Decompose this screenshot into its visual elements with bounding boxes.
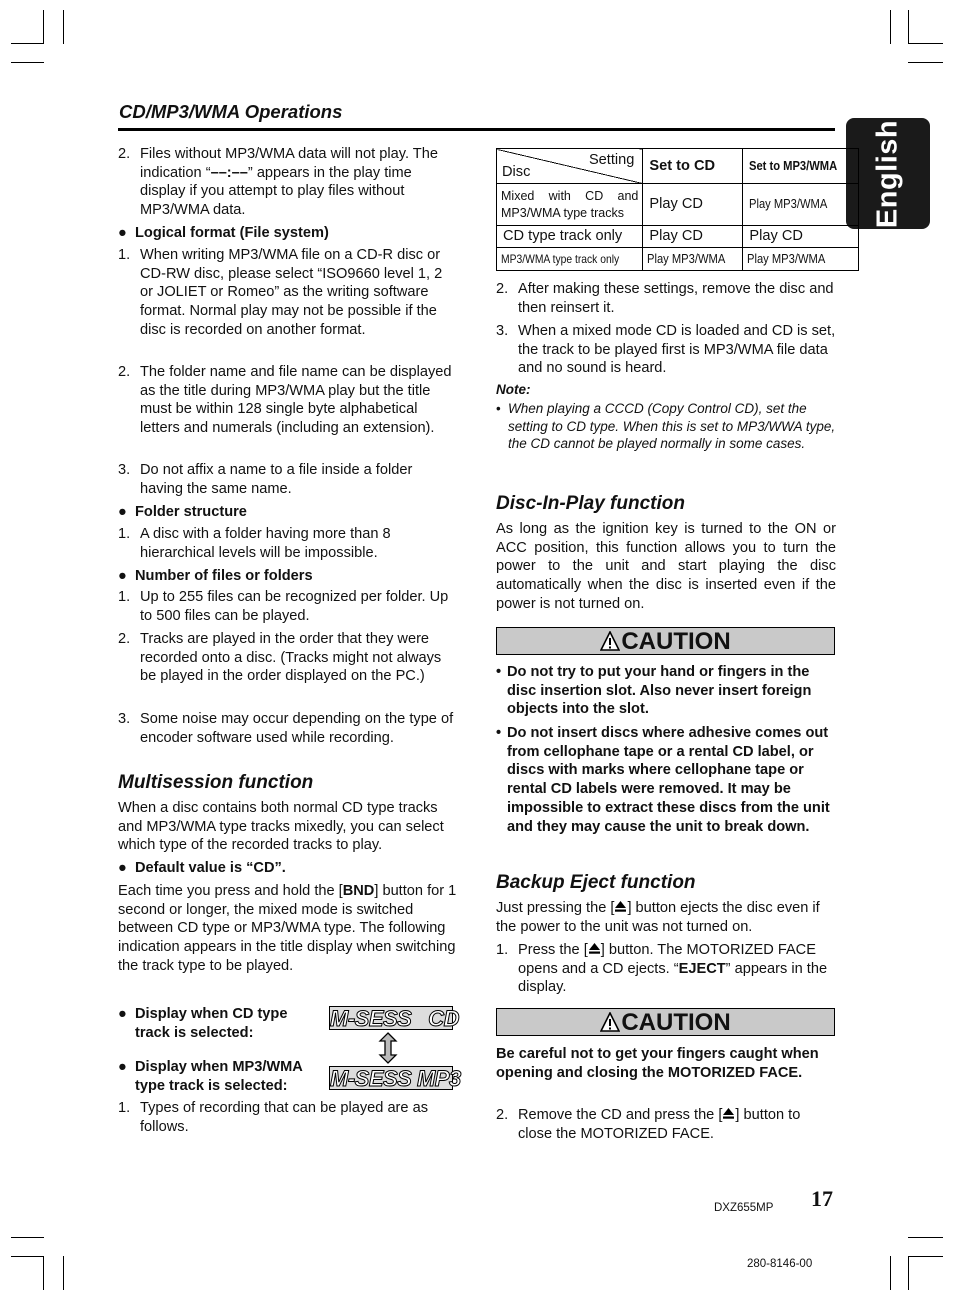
text-run: ” appears in the display.	[518, 960, 828, 996]
item-number: 2.	[118, 364, 131, 380]
item-text: A disc with a folder having more than 8 hierarchical levels will be impossible.	[140, 526, 391, 561]
crop-mark	[63, 10, 64, 44]
eject-icon	[614, 900, 627, 913]
cell-text: Play MP3/WMA	[749, 196, 828, 212]
item-number: 1.	[496, 942, 509, 958]
list-item	[496, 941, 836, 997]
text-run: Remove the CD and press the [	[518, 1107, 723, 1123]
table-cell: Play CD	[643, 184, 743, 226]
toggle-arrow-icon	[378, 1032, 398, 1064]
bullet-icon: •	[496, 664, 502, 680]
bullet-heading	[118, 567, 458, 586]
item-text	[518, 1106, 836, 1143]
list-item	[496, 1106, 836, 1143]
column-header-text: Set to MP3/WMA	[749, 157, 838, 173]
heading-text: Number of files or folders	[135, 568, 313, 584]
section-title: Multisession function	[118, 772, 314, 793]
document-code: 280-8146-00	[747, 1258, 813, 1270]
bullet-heading	[118, 859, 458, 878]
heading-text: Folder structure	[135, 504, 247, 520]
heading-text: Display when MP3/WMA type track is selected:	[135, 1059, 303, 1094]
heading-text: Display when CD type track is selected:	[135, 1006, 288, 1041]
item-number: 3.	[118, 711, 131, 727]
caution-banner	[496, 627, 835, 655]
table-cell	[497, 248, 643, 271]
item-text: Some noise may occur depending on the type of encoder software used while recording.	[140, 711, 454, 746]
item-number: 1.	[118, 247, 131, 263]
table-cell	[743, 248, 859, 271]
item-text: After making these settings, remove the disc and then reinsert it.	[518, 281, 834, 316]
cell-text: Play MP3/WMA	[747, 250, 826, 266]
crop-mark	[908, 43, 943, 44]
caution-text: Do not try to put your hand or fingers in the disc insertion slot. Also never insert foreign objects into the slot.	[507, 664, 812, 718]
caution-banner	[496, 1008, 835, 1036]
bullet-icon: ●	[118, 1059, 127, 1075]
eject-display-text: EJECT	[678, 960, 726, 977]
item-number: 2.	[496, 1107, 509, 1123]
caution-text: Do not insert discs where adhesive comes out from cellophane tape or a rental CD label, or discs with marks where cellophane tape or rental CD labels were removed. It may be impossible to extract these discs from the unit and they may cause the unit to break down.	[507, 725, 830, 835]
paragraph: When a disc contains both normal CD type tracks and MP3/WMA type tracks mixedly, you can select which type of the recorded tracks to play.	[118, 800, 444, 854]
lcd-display-mp3: M-SESS MP3	[330, 1066, 461, 1091]
caution-title	[497, 1009, 834, 1036]
bullet-icon: ●	[118, 225, 127, 241]
caution-label: CAUTION	[621, 628, 731, 655]
crop-mark	[43, 10, 44, 44]
item-number: 1.	[118, 526, 131, 542]
text-run: ] button. The MOTORIZED FACE opens and a CD ejects. “	[518, 942, 816, 977]
bullet-icon: ●	[118, 1006, 127, 1022]
heading-text: Logical format (File system)	[135, 225, 329, 241]
crop-mark	[11, 1237, 44, 1238]
crop-mark	[908, 1256, 909, 1290]
item-number: 2.	[496, 281, 509, 297]
crop-mark	[11, 1256, 44, 1257]
lcd-display-cd: M-SESS CD	[330, 1006, 459, 1031]
settings-table	[496, 148, 859, 271]
warning-icon	[600, 1012, 620, 1032]
table-row	[497, 248, 859, 271]
list-item	[118, 246, 458, 340]
page-number: 17	[811, 1186, 833, 1211]
item-text: Files without MP3/WMA data will not play. The indication “	[140, 146, 438, 181]
column-header: Set to CD	[643, 149, 743, 184]
bnd-button-label: BND	[342, 883, 375, 899]
list-item	[118, 630, 458, 686]
section-header: CD/MP3/WMA Operations	[119, 101, 343, 122]
item-text: Up to 255 files can be recognized per folder. Up to 500 files can be played.	[140, 589, 449, 624]
text-run: ] button ejects the disc even if the power to the unit was not turned on.	[496, 900, 820, 935]
table-cell: CD type track only	[497, 226, 643, 248]
paragraph	[496, 899, 836, 936]
table-row	[497, 184, 859, 226]
item-text: When writing MP3/WMA file on a CD-R disc or CD-RW disc, please select “ISO9660 level 1, 2 or JOLIET or Romeo” as the writing software format. Normal play may not be possible if the disc is recorded on another format.	[140, 247, 443, 338]
bullet-icon: ●	[118, 568, 127, 584]
note-text: When playing a CCCD (Copy Control CD), set the setting to CD type. When this is set to MP3/WWA type, the CD cannot be played normally in some cases.	[508, 401, 836, 451]
heading-text: Default value is “CD”.	[135, 860, 286, 876]
eject-icon	[588, 942, 601, 955]
item-number: 1.	[118, 1100, 131, 1116]
list-item	[118, 145, 458, 220]
caution-text: Be careful not to get your fingers caught when opening and closing the MOTORIZED FACE.	[496, 1046, 819, 1081]
item-text: ” appears in the play time display if you attempt to play files without MP3/WMA data.	[140, 164, 412, 219]
list-item	[496, 322, 836, 378]
item-text: When a mixed mode CD is loaded and CD is set, the track to be played first is MP3/WMA file data and no sound is heard.	[518, 323, 836, 377]
item-text: Do not affix a name to a file inside a folder having the same name.	[140, 462, 413, 497]
crop-mark	[63, 1256, 64, 1290]
language-tab-label: English	[871, 119, 904, 228]
text-run: Each time you press and hold the [	[118, 883, 343, 899]
bullet-heading	[118, 1058, 328, 1095]
item-number: 3.	[496, 323, 509, 339]
corner-cell	[497, 149, 643, 184]
note	[496, 400, 836, 453]
bullet-icon: ●	[118, 504, 127, 520]
model-number: DXZ655MP	[714, 1202, 774, 1214]
section-title: Backup Eject function	[496, 872, 696, 893]
item-number: 2.	[118, 631, 131, 647]
caution-bullet	[496, 663, 836, 719]
table-header-row	[497, 149, 859, 184]
bullet-icon: ●	[118, 860, 127, 876]
section-title: Disc-In-Play function	[496, 493, 685, 514]
list-item	[496, 280, 836, 317]
paragraph: As long as the ignition key is turned to the ON or ACC position, this function allows you to turn the power to the unit and start playing the disc automatically when the disc is inserted even if the power is not turned on.	[496, 521, 836, 612]
list-item	[118, 525, 458, 562]
list-item	[118, 588, 458, 625]
crop-mark	[908, 62, 943, 63]
crop-mark	[908, 10, 909, 44]
crop-mark	[11, 43, 44, 44]
crop-mark	[11, 62, 44, 63]
text-run: Just pressing the [	[496, 900, 615, 916]
header-rule	[118, 128, 835, 131]
list-item	[118, 1099, 458, 1136]
bullet-heading	[118, 1005, 318, 1042]
item-number: 1.	[118, 589, 131, 605]
eject-icon	[722, 1107, 735, 1120]
column-header	[743, 149, 859, 184]
crop-mark	[890, 1256, 891, 1290]
bullet-icon: •	[496, 401, 501, 416]
item-text: Tracks are played in the order that they were recorded onto a disc. (Tracks might not always be played in the order displayed on the PC.)	[140, 631, 442, 685]
list-item	[118, 461, 458, 498]
table-cell: Mixed with CD and MP3/WMA type tracks	[497, 184, 643, 226]
table-cell	[743, 184, 859, 226]
crop-mark	[890, 10, 891, 44]
text-run: Press the [	[518, 942, 588, 958]
note-label: Note:	[496, 382, 531, 397]
item-text: The folder name and file name can be displayed as the title during MP3/WMA play but the title must be within 128 single byte alphabetical letters and numerals (including an extension).	[140, 364, 452, 437]
paragraph	[118, 882, 458, 976]
table-cell: Play CD	[743, 226, 859, 248]
crop-mark	[908, 1237, 943, 1238]
crop-mark	[43, 1256, 44, 1290]
list-item	[118, 363, 458, 438]
item-number: 2.	[118, 146, 131, 162]
item-text	[518, 941, 836, 997]
caution-label: CAUTION	[621, 1009, 731, 1036]
table-row	[497, 226, 859, 248]
warning-icon	[600, 631, 620, 651]
indication-code: ––:––	[210, 164, 248, 181]
cell-text: MP3/WMA type track only	[501, 251, 620, 266]
bullet-heading	[118, 224, 458, 243]
crop-mark	[908, 1256, 943, 1257]
table-cell	[643, 248, 743, 271]
caution-title	[497, 628, 834, 655]
table-cell: Play CD	[643, 226, 743, 248]
list-item	[118, 710, 458, 747]
caution-bullet	[496, 724, 836, 836]
bullet-heading	[118, 503, 458, 522]
text-run: ] button to close the MOTORIZED FACE.	[518, 1107, 801, 1142]
setting-label: Setting	[588, 152, 635, 168]
item-number: 3.	[118, 462, 131, 478]
text-run: ] button for 1 second or longer, the mixed mode is switched between CD type or MP3/WMA type. The following indication appears in the title display when switching the track type to be played.	[118, 883, 457, 974]
item-text: Types of recording that can be played are as follows.	[140, 1100, 428, 1135]
bullet-icon: •	[496, 725, 502, 741]
cell-text: Play MP3/WMA	[647, 250, 726, 266]
disc-label: Disc	[502, 164, 531, 181]
